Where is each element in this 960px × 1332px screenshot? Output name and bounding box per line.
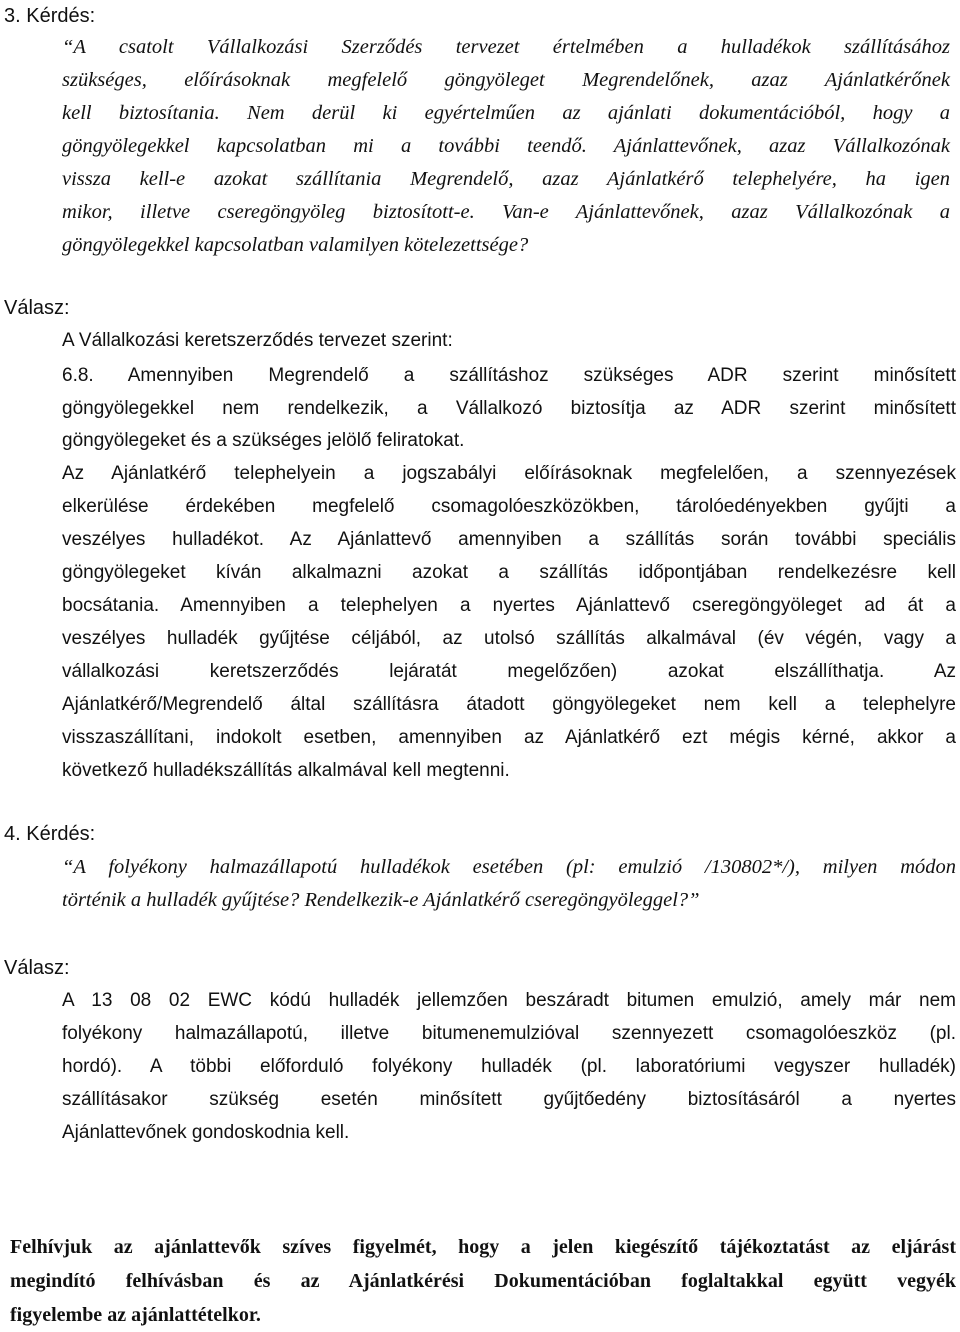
answer-3-line: Az Ajánlatkérő telephelyein a jogszabályi előírásoknak megfelelően, a szennyezések xyxy=(62,463,956,484)
question-4-line: “A folyékony halmazállapotú hulladékok esetében (pl: emulzió /130802*/), milyen módon xyxy=(62,856,956,878)
question-4-heading: 4. Kérdés: xyxy=(4,823,96,845)
answer-3-line: visszaszállítani, indokolt esetben, amennyiben az Ajánlatkérő ezt mégis kérné, akkor a xyxy=(62,727,956,748)
answer-3-intro: A Vállalkozási keretszerződés tervezet szerint: xyxy=(62,330,453,351)
notice-line: megindító felhívásban és az Ajánlatkérési Dokumentációban foglaltakkal együtt vegyék xyxy=(10,1270,956,1292)
answer-4-line: Ajánlattevőnek gondoskodnia kell. xyxy=(62,1122,350,1143)
answer-3-label: Válasz: xyxy=(4,297,70,319)
answer-3-line: vállalkozási keretszerződés lejáratát megelőzően) azokat elszállíthatja. Az xyxy=(62,661,956,682)
question-3-line: “A csatolt Vállalkozási Szerződés tervezet értelmében a hulladékok szállításához xyxy=(62,36,950,58)
answer-3-line: Ajánlatkérő/Megrendelő által szállításra átadott göngyölegeket nem kell a telephelyre xyxy=(62,694,956,715)
notice-line: Felhívjuk az ajánlattevők szíves figyelmét, hogy a jelen kiegészítő tájékoztatást az eljárást xyxy=(10,1236,956,1258)
answer-3-line: veszélyes hulladékot. Az Ajánlattevő amennyiben a szállítás során további speciális xyxy=(62,529,956,550)
answer-3-line: göngyölegeket kíván alkalmazni azokat a szállítás időpontjában rendelkezésre kell xyxy=(62,562,956,583)
question-3-line: kell biztosítania. Nem derül ki egyértelműen az ajánlati dokumentációból, hogy a xyxy=(62,102,950,124)
answer-3-line: veszélyes hulladék gyűjtése céljából, az utolsó szállítás alkalmával (év végén, vagy a xyxy=(62,628,956,649)
answer-4-label: Válasz: xyxy=(4,957,70,979)
answer-4-line: folyékony halmazállapotú, illetve bitumenemulzióval szennyezett csomagolóeszköz (pl. xyxy=(62,1023,956,1044)
question-3-line: szükséges, előírásoknak megfelelő göngyöleget Megrendelőnek, azaz Ajánlatkérőnek xyxy=(62,69,950,91)
answer-4-line: A 13 08 02 EWC kódú hulladék jellemzően beszáradt bitumen emulzió, amely már nem xyxy=(62,990,956,1011)
answer-4-line: hordó). A többi előforduló folyékony hulladék (pl. laboratóriumi vegyszer hulladék) xyxy=(62,1056,956,1077)
question-3-heading: 3. Kérdés: xyxy=(4,5,96,27)
notice-line: figyelembe az ajánlattételkor. xyxy=(10,1304,261,1326)
question-4-line: történik a hulladék gyűjtése? Rendelkezik-e Ajánlatkérő cseregöngyöleggel?” xyxy=(62,889,700,911)
question-3-line: vissza kell-e azokat szállítania Megrendelő, azaz Ajánlatkérő telephelyére, ha igen xyxy=(62,168,950,190)
question-3-line: göngyölegekkel kapcsolatban mi a további teendő. Ajánlattevőnek, azaz Vállalkozónak xyxy=(62,135,950,157)
question-3-line: göngyölegekkel kapcsolatban valamilyen kötelezettsége? xyxy=(62,234,529,256)
answer-3-line: elkerülése érdekében megfelelő csomagolóeszközökben, tárolóedényekben gyűjti a xyxy=(62,496,956,517)
answer-3-line: bocsátania. Amennyiben a telephelyen a nyertes Ajánlattevő cseregöngyöleget ad át a xyxy=(62,595,956,616)
answer-3-line: göngyölegeket és a szükséges jelölő feliratokat. xyxy=(62,430,465,451)
answer-4-line: szállításakor szükség esetén minősített gyűjtőedény biztosításáról a nyertes xyxy=(62,1089,956,1110)
answer-3-line: göngyölegekkel nem rendelkezik, a Vállalkozó biztosítja az ADR szerint minősített xyxy=(62,398,956,419)
question-3-line: mikor, illetve cseregöngyöleg biztosított-e. Van-e Ajánlattevőnek, azaz Vállalkozónak a xyxy=(62,201,950,223)
answer-3-line: 6.8. Amennyiben Megrendelő a szállításhoz szükséges ADR szerint minősített xyxy=(62,365,956,386)
answer-3-line: következő hulladékszállítás alkalmával kell megtenni. xyxy=(62,760,510,781)
